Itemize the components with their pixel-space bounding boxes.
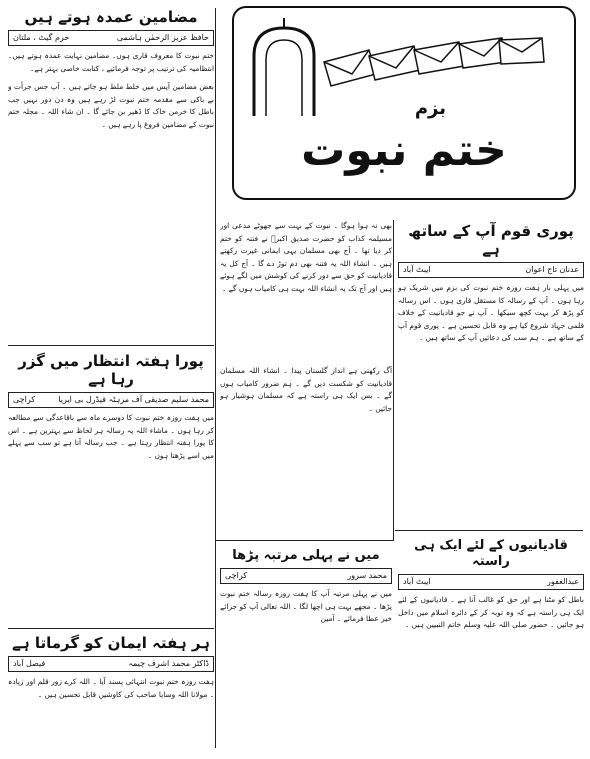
- letter-column: [8, 634, 214, 752]
- divider: [393, 220, 394, 540]
- letter-headline: پوری قوم آپ کے ساتھ ہے: [408, 222, 574, 258]
- letter-column: [220, 548, 392, 752]
- byline-place: حرم گیٹ ، ملتان: [13, 33, 70, 42]
- divider: [8, 628, 214, 629]
- byline-place: ایبٹ آباد: [403, 265, 431, 274]
- masthead-prefix: بزم: [414, 98, 446, 119]
- letter-body: آگ رکھتی ہے انداز گلستان پیدا ۔ انشاء اللہ مسلمان قادیانیت کو شکست دیں گے ۔ ہم ضرور کامیاب ہوں گے ۔ بس ایک ہی راستہ ہے کہ مسلمان ہوشیار ہو جائیں ۔: [220, 366, 392, 413]
- letter-body: [8, 50, 214, 132]
- paragraph: ختم نبوت کا معروف قاری ہوں۔ مضامین نہایت عمدہ ہوتے ہیں۔ انتظامیہ کی ترتیب پر توجہ فرمائیے ، کتابت خاصی بہتر ہے۔: [8, 51, 214, 73]
- letter-body: باطل کو مٹنا ہے اور حق کو غالب آنا ہے ۔ قادیانیوں کے لئے ایک ہی راستہ ہے کہ وہ توبہ کر کے دائرہ اسلام میں داخل ہو جائیں ۔ حضور صلی اللہ علیہ وسلم خاتم النبیین ہیں ۔: [398, 595, 584, 630]
- divider: [215, 8, 216, 748]
- letter-byline: [220, 568, 392, 584]
- divider: [216, 540, 394, 541]
- divider: [395, 530, 583, 531]
- letter-headline: ہر ہفتہ ایمان کو گرماتا ہے: [12, 634, 210, 652]
- letter-body: ہفت روزہ ختم نبوت انتہائی پسند آیا ۔ اللہ کرے زور قلم اور زیادہ ۔ مولانا اللہ وسایا صاحب کی کاوشیں قابل تحسین ہیں ۔: [8, 677, 214, 699]
- letter-body: بھی نہ ہوا ہوگا ۔ نبوت کے بہت سے جھوٹے مدعی اور مسیلمہ کذاب کو حضرت صدیق اکبرؓ نے فتنہ کو ختم کر دیا تھا ۔ آج بھی مسلمان یہی ایمانی غیرت رکھتے ہیں ۔ انشاء اللہ یہ فتنہ بھی دم توڑ دے گا ۔ آج کل یہ قادیانیت کو حق سے دور کرنے کی کوشش میں لگے ہوئے ہیں اور آج تک یہ انشاء اللہ بہت ہی کامیاب ہوں گے ۔: [220, 221, 392, 293]
- byline-name: عدنان تاج اعوان: [525, 265, 579, 274]
- letter-column: [220, 365, 392, 535]
- byline-name: ڈاکٹر محمد اشرف چیمہ: [128, 659, 209, 668]
- letter-byline: [398, 262, 584, 278]
- letter-headline: میں نے پہلی مرتبہ پڑھا: [232, 548, 380, 563]
- letter-body: میں ہفت روزہ ختم نبوت کا دوسرے ماہ سے باقاعدگی سے مطالعہ کر رہا ہوں ۔ ماشاء اللہ یہ رسالہ ہر لحاظ سے بہترین ہے ۔ اس کا پورا ہفتہ انتظار رہتا ہے ۔ جب رسالہ آتا ہے تو سب سے پہلے میں اسے پڑھتا ہوں ۔: [8, 413, 214, 460]
- letter-byline: [8, 656, 214, 672]
- letter-column: [398, 222, 584, 528]
- letter-byline: [8, 392, 214, 408]
- letter-column: [398, 538, 584, 752]
- masthead: [232, 6, 576, 200]
- letter-byline: [398, 574, 584, 590]
- letter-headline: مضامین عمدہ ہوتے ہیں: [24, 8, 198, 26]
- letter-column: [8, 352, 214, 624]
- masthead-title: ختم نبوت: [301, 125, 507, 176]
- byline-name: محمد سرور: [347, 571, 387, 580]
- letter-body: میں پہلی بار ہفت روزہ ختم نبوت کی بزم میں شریک ہو رہا ہوں ۔ آپ کے رسالہ کا مستقل قاری ہوں ۔ اس رسالہ کو پڑھ کر بہت کچھ سیکھا ۔ آپ نے جو قادیانیت کے خلاف قلمی جہاد شروع کیا ہے وہ قابل تحسین ہے ۔ پوری قوم آپ کے ساتھ ہے ۔ ہم سب کی دعائیں آپ کے ساتھ ہیں ۔: [398, 283, 584, 343]
- letter-body: میں نے پہلی مرتبہ آپ کا ہفت روزہ رسالہ ختم نبوت پڑھا ۔ مجھے بہت ہی اچھا لگا ۔ اللہ تعالی آپ کو جزائے خیر عطا فرمائے ۔ آمین: [220, 589, 392, 624]
- divider: [8, 345, 214, 346]
- byline-name: محمد سلیم صدیقی آف مرہٹہ فیڈرل بی ایریا: [58, 395, 209, 404]
- letter-byline: [8, 30, 214, 46]
- byline-place: فیصل آباد: [13, 659, 46, 668]
- byline-place: کراچی: [225, 571, 248, 580]
- letter-column: [220, 220, 392, 360]
- byline-place: کراچی: [13, 395, 36, 404]
- letter-headline: پورا ہفتہ انتظار میں گزر رہا ہے: [18, 352, 204, 388]
- masthead-illustration: [244, 16, 564, 126]
- paragraph: بعض مضامین آپس میں خلط ملط ہو جاتے ہیں ۔ آپ جس جرأت و بے باکی سے مقدمہ ختم نبوت لڑ رہے ہیں وہ دن دور نہیں جب باطل کا خرمن خاک کا ڈھیر بن جائے گا ۔ ان شاء اللہ ۔ مجلہ ختم نبوت کے مضامین فروغ پا رہے ہیں ۔: [8, 82, 214, 129]
- letter-headline: قادیانیوں کے لئے ایک ہی راستہ: [414, 538, 568, 569]
- byline-place: ایبٹ آباد: [403, 577, 431, 586]
- byline-name: حافظ عزیز الرحمٰن ہاشمی: [116, 33, 209, 42]
- byline-name: عبدالغفور: [547, 577, 579, 586]
- letter-column: [8, 8, 214, 343]
